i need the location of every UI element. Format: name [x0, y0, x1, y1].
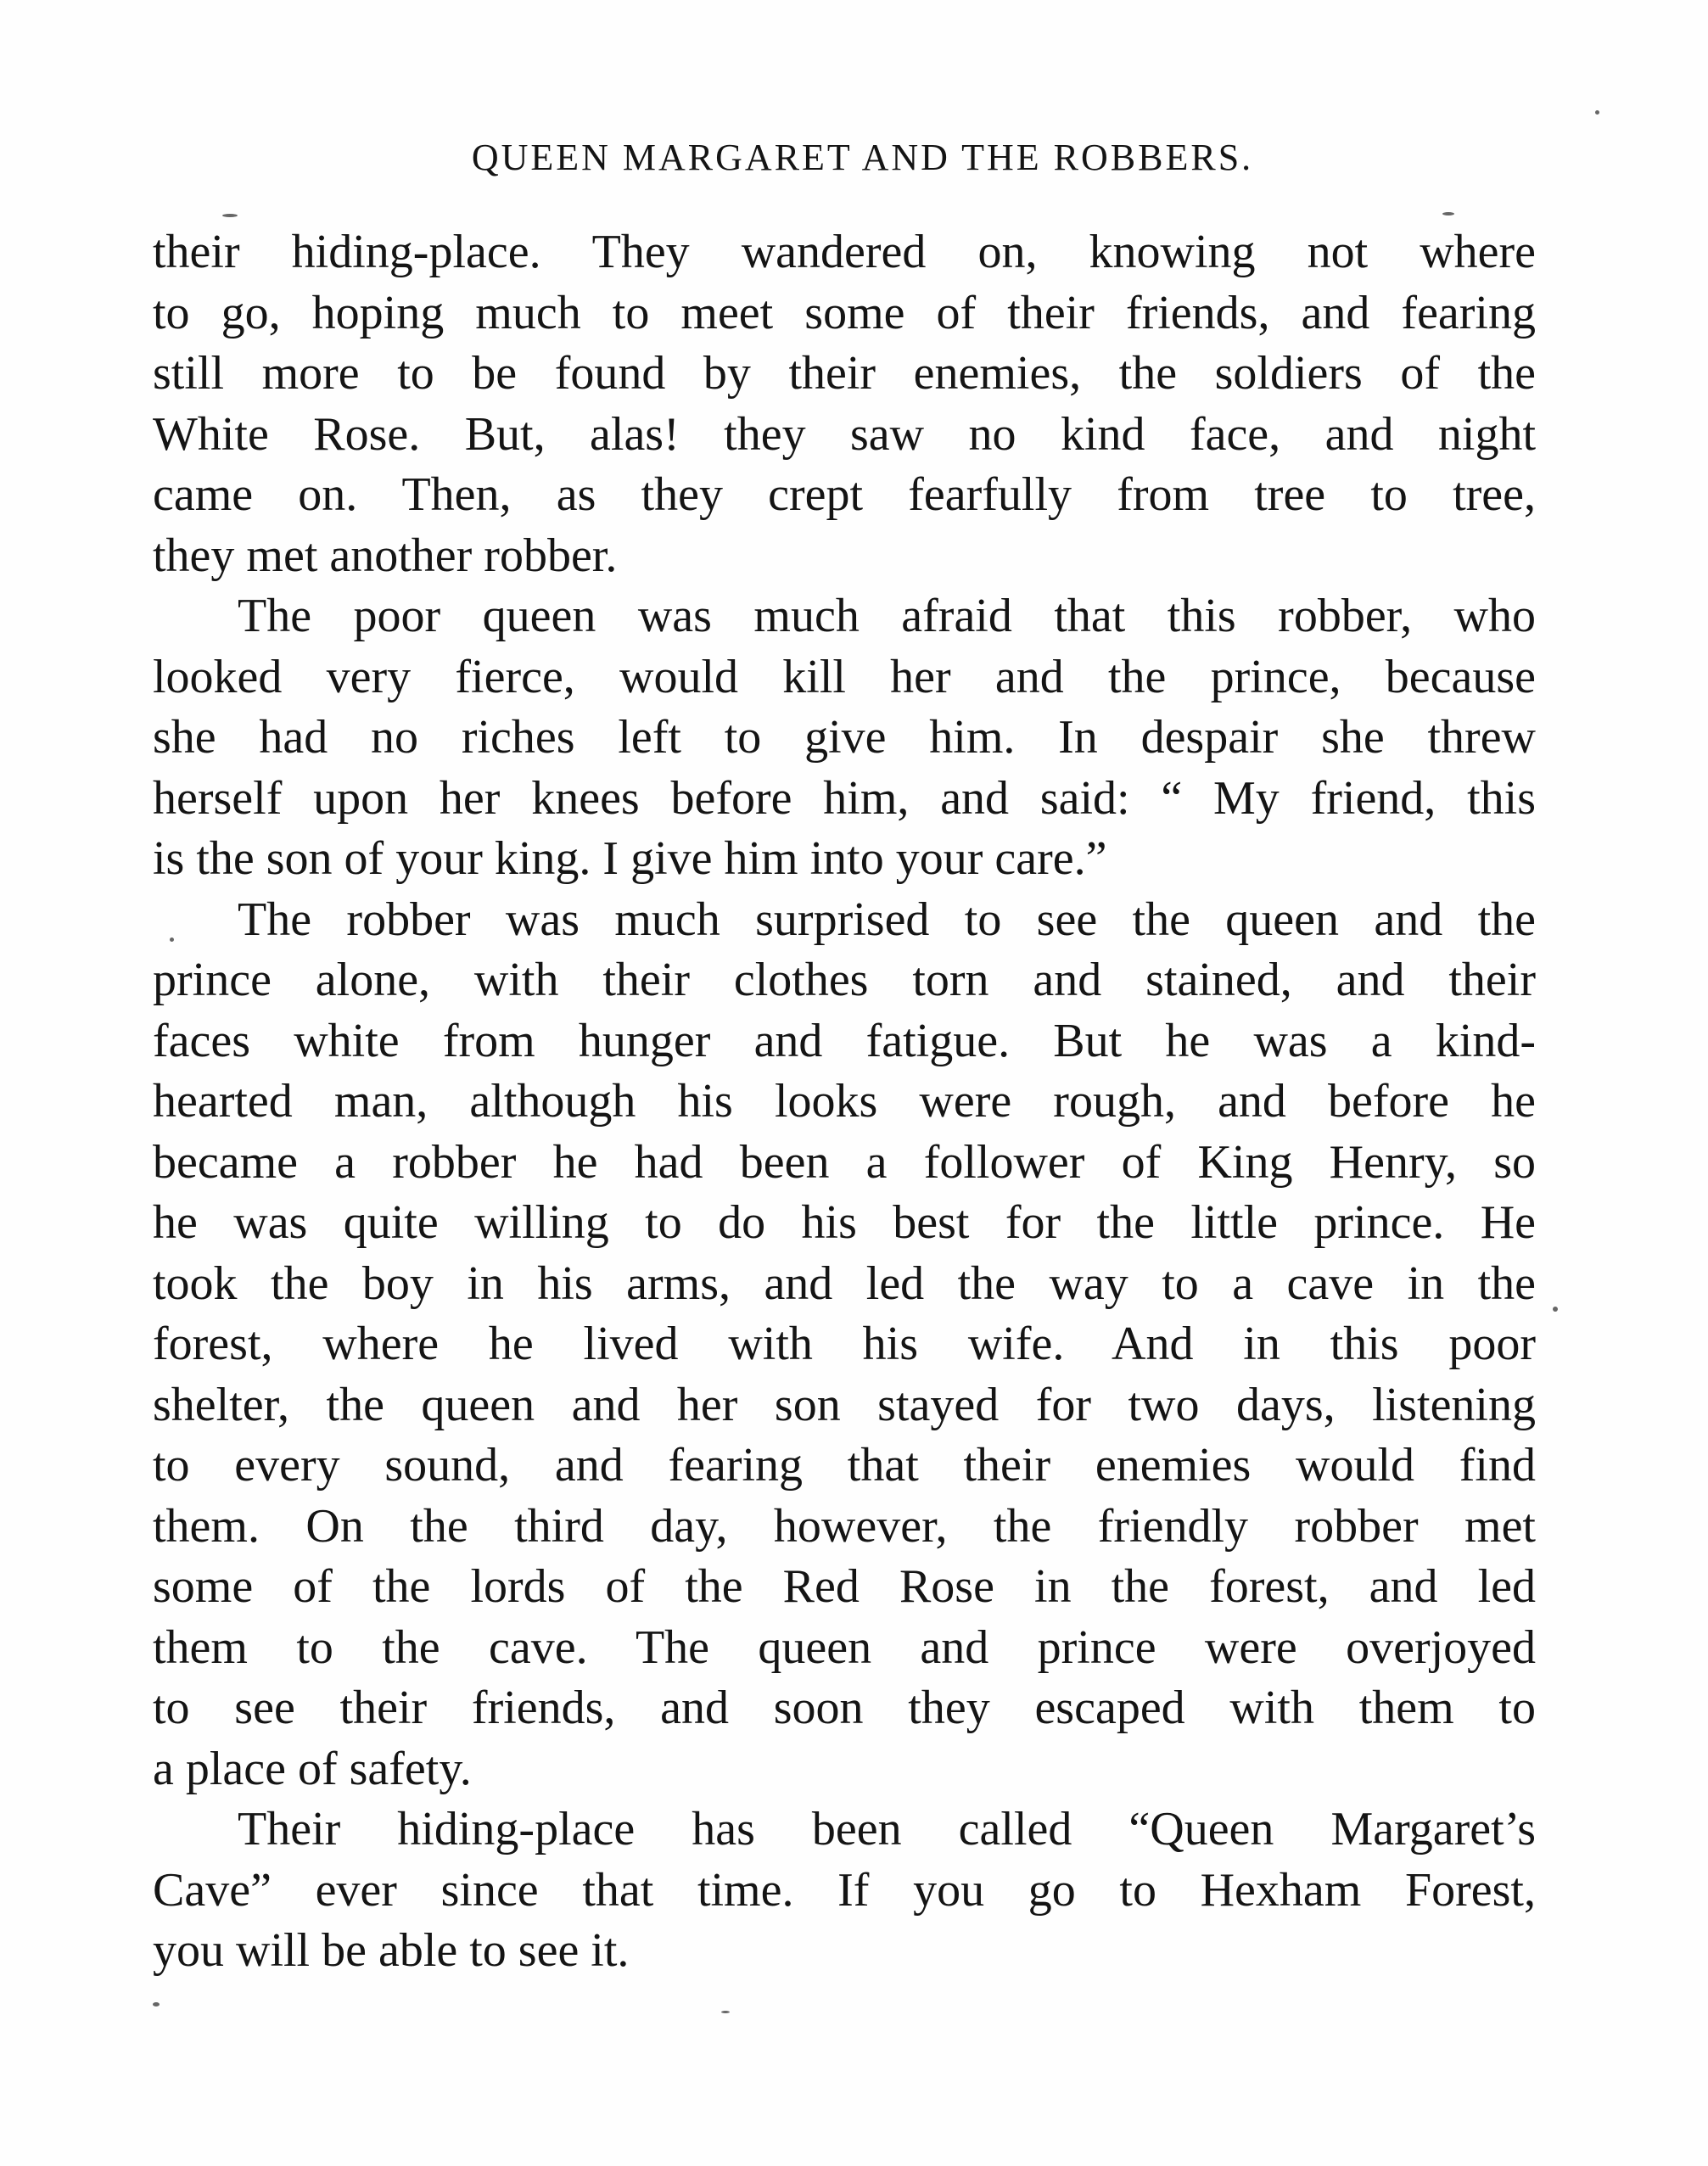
text-line: herself upon her knees before him, and said: “ My friend, this	[153, 771, 1536, 825]
text-line: a place of safety.	[153, 1742, 472, 1795]
print-speck	[1442, 212, 1454, 215]
text-line: to go, hoping much to meet some of their friends, and fearing	[153, 286, 1536, 339]
paragraph-first-line: Their hiding-place has been called “Queen Margaret’s	[238, 1803, 1536, 1855]
text-line: their hiding-place. They wandered on, knowing not where	[153, 226, 1536, 278]
text-line: became a robber he had been a follower of King Henry, so	[153, 1135, 1536, 1189]
text-line: to see their friends, and soon they escaped with them to	[153, 1682, 1536, 1734]
text-line: prince alone, with their clothes torn and stained, and their	[153, 954, 1536, 1006]
text-line: to every sound, and fearing that their enemies would find	[153, 1439, 1536, 1492]
text-line: came on. Then, as they crept fearfully from tree to tree,	[153, 468, 1536, 521]
text-line: them. On the third day, however, the friendly robber met	[153, 1499, 1536, 1553]
body-text	[153, 222, 1536, 1982]
text-line: she had no riches left to give him. In despair she threw	[153, 711, 1536, 764]
text-line: still more to be found by their enemies, the soldiers of the	[153, 347, 1536, 400]
print-speck	[1553, 1307, 1558, 1312]
text-line: shelter, the queen and her son stayed for two days, listening	[153, 1378, 1536, 1431]
text-line: some of the lords of the Red Rose in the forest, and led	[153, 1560, 1536, 1613]
print-speck	[1595, 110, 1599, 115]
text-line: they met another robber.	[153, 529, 618, 582]
text-line: White Rose. But, alas! they saw no kind face, and night	[153, 407, 1536, 461]
text-line: forest, where he lived with his wife. And in this poor	[153, 1318, 1536, 1370]
text-line: faces white from hunger and fatigue. But he was a kind-	[153, 1014, 1536, 1067]
text-line: looked very fierce, would kill her and the prince, because	[153, 650, 1536, 703]
print-speck	[153, 2002, 160, 2006]
print-speck	[721, 2011, 730, 2013]
running-head: QUEEN MARGARET AND THE ROBBERS.	[471, 137, 1254, 178]
print-speck	[170, 937, 174, 942]
print-speck	[222, 214, 238, 217]
text-line: hearted man, although his looks were rough, and before he	[153, 1075, 1536, 1128]
text-line: Cave” ever since that time. If you go to Hexham Forest,	[153, 1863, 1536, 1917]
paragraph-first-line: The poor queen was much afraid that this robber, who	[238, 590, 1536, 642]
paragraph-first-line: The robber was much surprised to see the queen and the	[238, 893, 1536, 946]
text-line: you will be able to see it.	[153, 1924, 630, 1977]
text-line: took the boy in his arms, and led the way to a cave in the	[153, 1257, 1536, 1310]
text-line: he was quite willing to do his best for the little prince. He	[153, 1196, 1536, 1249]
text-line: them to the cave. The queen and prince were overjoyed	[153, 1620, 1536, 1674]
text-line: is the son of your king. I give him into your care.”	[153, 832, 1107, 885]
